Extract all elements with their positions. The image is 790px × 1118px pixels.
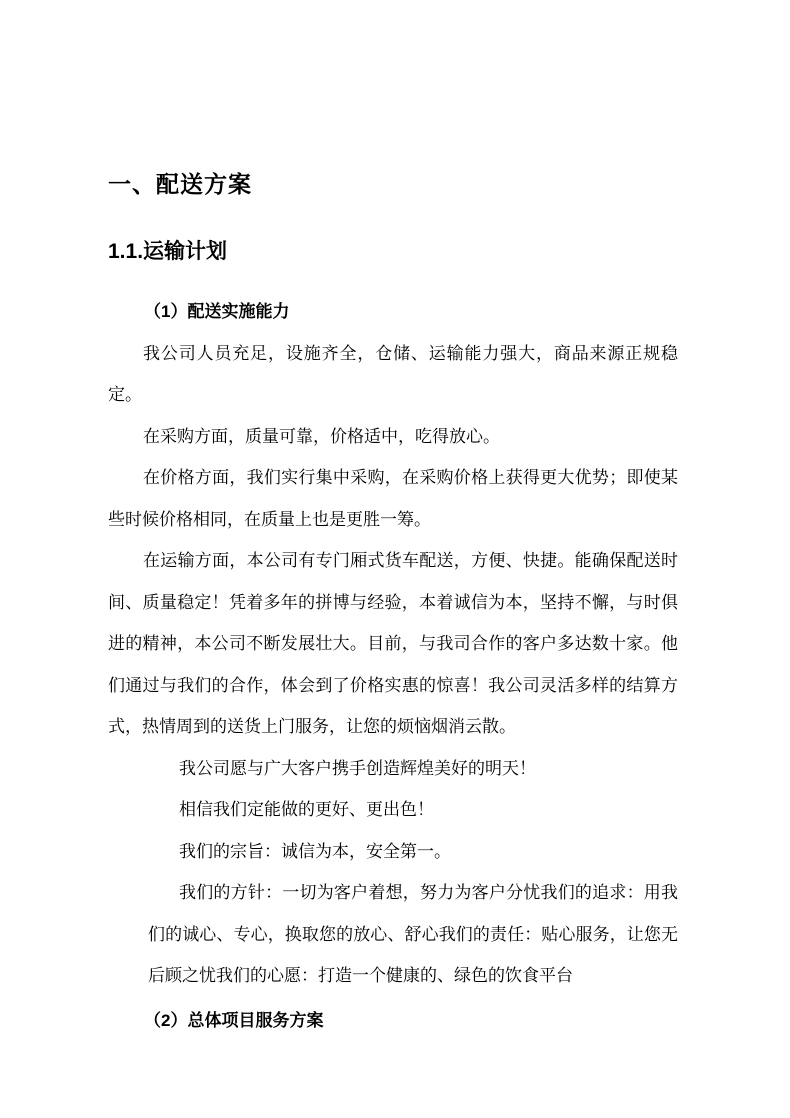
mission-line: 相信我们定能做的更好、更出色！ xyxy=(179,800,434,819)
mission-line: 我们的方针：一切为客户着想，努力为客户分忧我们的追求：用我们的诚心、专心，换取您的放心、舒心我们的责任：贴心服务，让您无后顾之忧我们的心愿：打造一个健康的、绿色的饮食平台 xyxy=(148,883,678,985)
body-text xyxy=(108,333,678,997)
paragraph: 在价格方面，我们实行集中采购，在采购价格上获得更大优势；即使某些时候价格相同，在质量上也是更胜一筹。 xyxy=(108,468,678,529)
mission-statements xyxy=(108,748,678,997)
clause-heading-2: （2）总体项目服务方案 xyxy=(144,1010,324,1030)
clause-heading-1: （1）配送实施能力 xyxy=(144,302,290,321)
mission-line: 我们的宗旨：诚信为本，安全第一。 xyxy=(179,841,451,861)
paragraph: 在采购方面，质量可靠，价格适中，吃得放心。 xyxy=(143,426,500,446)
mission-line: 我公司愿与广大客户携手创造辉煌美好的明天！ xyxy=(179,758,536,778)
section-heading: 1.1.运输计划 xyxy=(108,240,228,263)
paragraph: 在运输方面，本公司有专门厢式货车配送，方便、快捷。能确保配送时间、质量稳定！凭着多年的拼博与经验，本着诚信为本，坚持不懈，与时俱进的精神，本公司不断发展壮大。目前，与我司合作的客户多达数十家。他们通过与我们的合作，体会到了价格实惠的惊喜！我公司灵活多样的结算方式，热情周到的送货上门服务，让您的烦恼烟消云散。 xyxy=(108,551,678,736)
paragraph: 我公司人员充足，设施齐全，仓储、运输能力强大，商品来源正规稳定。 xyxy=(108,343,678,404)
chapter-heading: 一、配送方案 xyxy=(108,171,252,197)
